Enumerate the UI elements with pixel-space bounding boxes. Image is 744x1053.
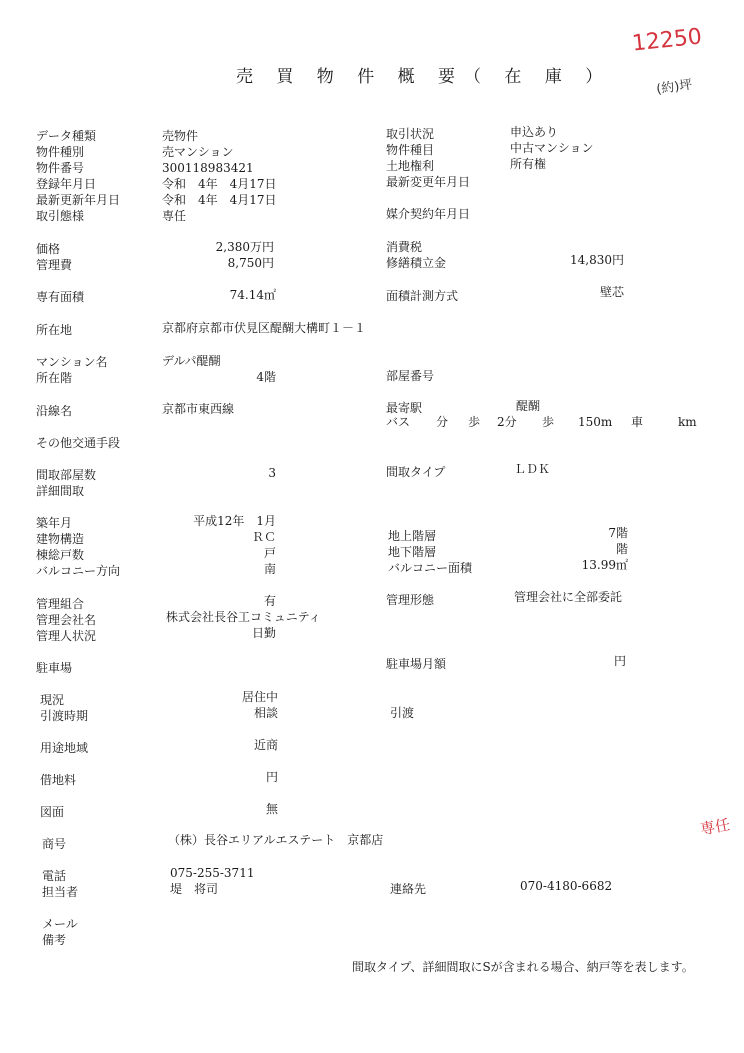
- label-bus: バス: [386, 415, 411, 429]
- label-contact: 連絡先: [390, 882, 427, 896]
- label-changed: 最新変更年月日: [386, 175, 471, 189]
- value-walk-minutes: 2分: [497, 415, 517, 429]
- label-built: 築年月: [36, 516, 73, 530]
- handwritten-number: 12250: [630, 24, 704, 57]
- value-address: 京都府京都市伏見区醍醐大構町１－１: [162, 321, 367, 335]
- value-total-units: 戸: [263, 546, 276, 560]
- label-line: 沿線名: [36, 404, 73, 418]
- label-basement: 地下階層: [388, 545, 437, 559]
- value-contact: 070-4180-6682: [520, 879, 613, 893]
- label-other-transport: その他交通手段: [36, 436, 121, 450]
- value-person: 堤 将司: [170, 882, 219, 896]
- label-total-units: 棟総戸数: [36, 548, 85, 562]
- value-mgmt-company: 株式会社長谷工コミュニティ: [166, 610, 321, 624]
- label-repair-fund: 修繕積立金: [386, 256, 447, 270]
- label-mgmt-assoc: 管理組合: [36, 597, 85, 611]
- value-distance: 150m: [578, 415, 613, 429]
- label-property-no: 物件番号: [36, 161, 85, 175]
- value-company: （株）長谷エリアルエステート 京都店: [168, 833, 384, 847]
- label-km: km: [678, 415, 697, 429]
- value-management-fee: 8,750円: [227, 256, 274, 270]
- value-price: 2,380万円: [215, 240, 274, 254]
- label-contract-date: 媒介契約年月日: [386, 207, 471, 221]
- label-balcony-area: バルコニー面積: [388, 561, 473, 575]
- label-mgmt-form: 管理形態: [386, 593, 435, 607]
- handwritten-side-note: 専任: [698, 815, 732, 839]
- value-balcony-area: 13.99㎡: [581, 558, 628, 572]
- label-zoning: 用途地域: [40, 741, 89, 755]
- value-structure: ＲＣ: [251, 530, 276, 544]
- value-land-rent: 円: [265, 770, 278, 784]
- label-land-right: 土地権利: [386, 159, 435, 173]
- label-balcony-direction: バルコニー方向: [36, 564, 121, 578]
- label-station: 最寄駅: [386, 401, 423, 415]
- value-drawing: 無: [265, 802, 278, 816]
- value-area-method: 壁芯: [599, 285, 624, 299]
- label-layout-detail: 詳細間取: [36, 484, 85, 498]
- label-status: 現況: [40, 693, 65, 707]
- handwritten-note: (約)坪: [655, 77, 694, 98]
- label-remarks: 備考: [42, 933, 67, 947]
- footer-note: 間取タイプ、詳細間取にSが含まれる場合、納戸等を表します。: [352, 960, 694, 974]
- label-parking: 駐車場: [36, 661, 73, 675]
- value-built: 平成12年 1月: [193, 514, 276, 528]
- value-property-kind: 売マンション: [162, 145, 234, 159]
- label-mail: メール: [42, 917, 78, 931]
- label-handover-time: 引渡時期: [40, 709, 89, 723]
- value-layout-type: ＬＤＫ: [514, 462, 551, 476]
- value-manager-status: 日勤: [251, 626, 276, 640]
- value-line: 京都市東西線: [162, 402, 235, 416]
- value-property-item: 中古マンション: [510, 141, 594, 155]
- label-structure: 建物構造: [36, 532, 85, 546]
- label-deal-type: 取引態様: [36, 209, 85, 223]
- label-management-fee: 管理費: [36, 258, 73, 272]
- label-manager-status: 管理人状況: [36, 629, 97, 643]
- label-land-rent: 借地料: [40, 773, 77, 787]
- label-min: 分: [436, 415, 449, 429]
- label-ground-floors: 地上階層: [388, 529, 437, 543]
- value-property-no: 300118983421: [162, 161, 254, 175]
- label-area-method: 面積計測方式: [386, 289, 459, 303]
- label-rooms: 間取部屋数: [36, 468, 97, 482]
- value-data-type: 売物件: [162, 129, 199, 143]
- value-mansion-name: デルパ醍醐: [162, 354, 221, 368]
- value-mgmt-assoc: 有: [263, 594, 276, 608]
- document-title: 売 買 物 件 概 要（ 在 庫 ）: [236, 67, 612, 87]
- label-mansion-name: マンション名: [36, 355, 108, 369]
- value-ground-floors: 7階: [608, 526, 628, 540]
- value-floor: 4階: [256, 370, 276, 384]
- value-station: 醍醐: [516, 399, 541, 413]
- value-handover-time: 相談: [253, 706, 278, 720]
- label-tax: 消費税: [386, 240, 423, 254]
- label-company: 商号: [42, 837, 67, 851]
- value-zoning: 近商: [253, 738, 278, 752]
- label-floor: 所在階: [36, 371, 73, 385]
- value-registered: 令和 4年 4月17日: [162, 177, 277, 191]
- value-land-right: 所有権: [510, 157, 547, 171]
- value-phone: 075-255-3711: [170, 866, 255, 880]
- value-balcony-direction: 南: [263, 562, 276, 576]
- value-deal-type: 専任: [162, 209, 187, 223]
- label-deal-status: 取引状況: [386, 127, 435, 141]
- label-price: 価格: [36, 242, 61, 256]
- value-repair-fund: 14,830円: [570, 253, 624, 267]
- value-parking-fee: 円: [613, 654, 626, 668]
- label-layout-type: 間取タイプ: [386, 465, 446, 479]
- label-property-kind: 物件種別: [36, 145, 85, 159]
- label-address: 所在地: [36, 323, 73, 337]
- label-mgmt-company: 管理会社名: [36, 613, 97, 627]
- value-basement: 階: [615, 542, 628, 556]
- label-walk-ho: 歩: [542, 415, 555, 429]
- label-car: 車: [631, 415, 644, 429]
- value-area: 74.14㎡: [229, 288, 276, 302]
- label-phone: 電話: [42, 869, 67, 883]
- label-property-item: 物件種目: [386, 143, 435, 157]
- value-status: 居住中: [241, 690, 278, 704]
- label-person: 担当者: [42, 885, 79, 899]
- label-updated: 最新更新年月日: [36, 193, 121, 207]
- label-handover: 引渡: [390, 706, 415, 720]
- value-rooms: 3: [268, 466, 276, 480]
- label-registered: 登録年月日: [36, 177, 97, 191]
- label-room-no: 部屋番号: [386, 369, 435, 383]
- label-walk: 歩: [468, 415, 481, 429]
- value-updated: 令和 4年 4月17日: [162, 193, 277, 207]
- value-deal-status: 申込あり: [510, 125, 559, 139]
- value-mgmt-form: 管理会社に全部委託: [514, 590, 623, 604]
- label-data-type: データ種類: [36, 129, 97, 143]
- label-drawing: 図面: [40, 805, 65, 819]
- label-parking-fee: 駐車場月額: [386, 657, 447, 671]
- label-area: 専有面積: [36, 290, 85, 304]
